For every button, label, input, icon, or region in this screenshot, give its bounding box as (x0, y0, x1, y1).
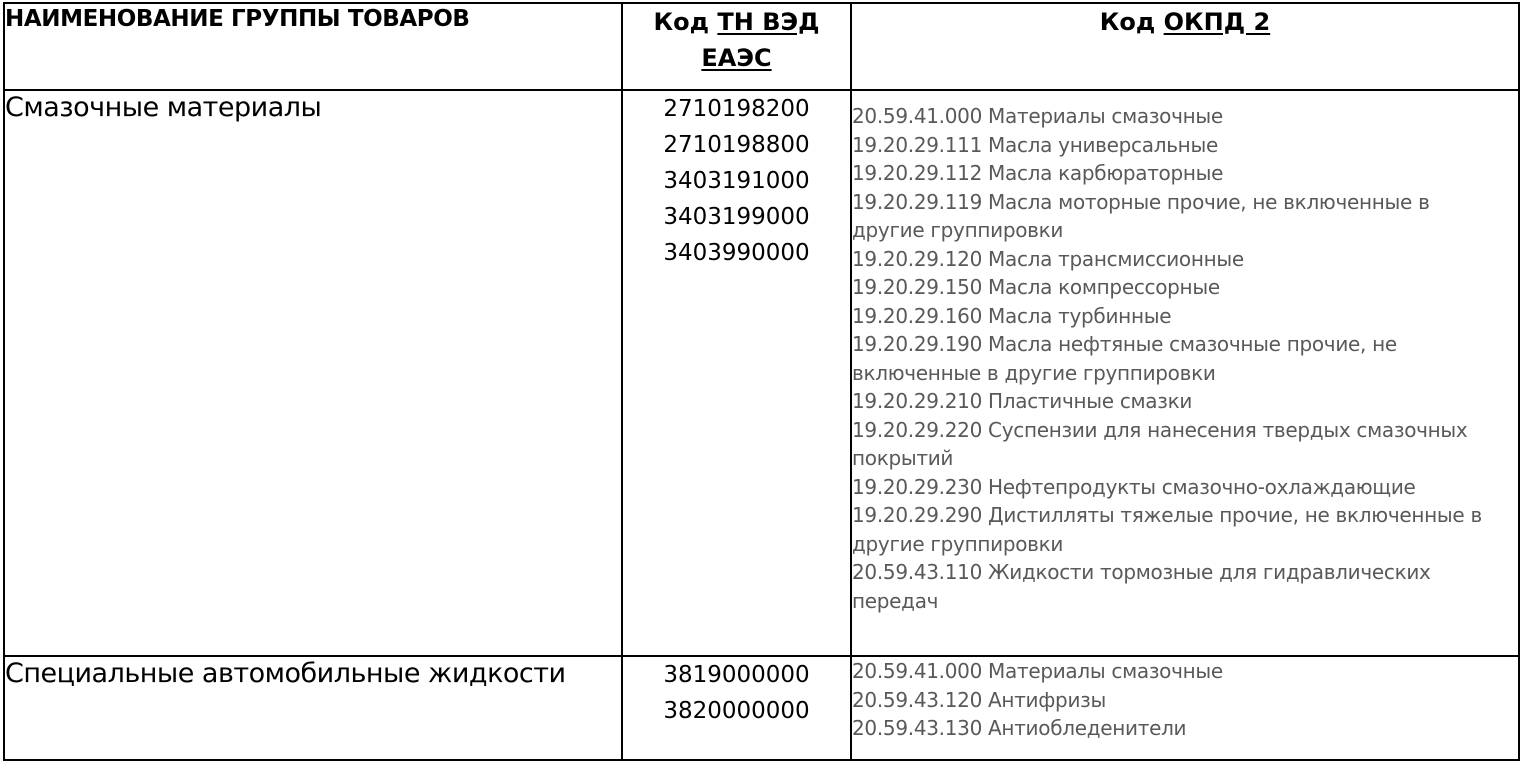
okpd-codes-cell (851, 90, 1519, 656)
okpd-entry: 20.59.41.000 Материалы смазочные (852, 104, 1223, 128)
tnved-code: 3403191000 (663, 168, 810, 194)
okpd-entry: передач (852, 588, 939, 613)
tnved-code: 2710198800 (663, 132, 810, 158)
okpd-entry: 20.59.43.110 Жидкости тормозные для гидравлических (852, 560, 1431, 584)
okpd-entry: 19.20.29.290 Дистилляты тяжелые прочие, не включенные в (852, 503, 1482, 527)
okpd-entry: покрытий (852, 446, 954, 470)
okpd-entry: 19.20.29.230 Нефтепродукты смазочно-охлаждающие (852, 474, 1416, 499)
okpd-entry: 19.20.29.112 Масла карбюраторные (852, 161, 1224, 185)
group-name-cell: Смазочные материалы (4, 90, 622, 656)
okpd-link[interactable]: ОКПД 2 (1163, 8, 1271, 36)
okpd-entry: 19.20.29.190 Масла нефтяные смазочные прочие, не (852, 332, 1397, 356)
header-okpd-code (851, 3, 1519, 90)
table-row (4, 90, 1519, 656)
tnved-code: 3403990000 (663, 240, 810, 266)
tnved-code: 2710198200 (663, 96, 810, 122)
goods-classification-table (3, 2, 1520, 761)
tnved-codes-cell (622, 656, 851, 760)
okpd-entry: 19.20.29.119 Масла моторные прочие, не включенные в (852, 189, 1430, 214)
okpd-entry: 20.59.41.000 Материалы смазочные (852, 659, 1223, 683)
okpd-entry: 19.20.29.220 Суспензии для нанесения твердых смазочных (852, 417, 1468, 442)
okpd-codes-cell (851, 656, 1519, 760)
okpd-entry: 19.20.29.210 Пластичные смазки (852, 389, 1193, 413)
okpd-entry: другие группировки (852, 531, 1064, 556)
table-row (4, 656, 1519, 760)
header-group-name: НАИМЕНОВАНИЕ ГРУППЫ ТОВАРОВ (4, 3, 622, 90)
okpd-entry: включенные в другие группировки (852, 360, 1216, 385)
okpd-entry: 19.20.29.120 Масла трансмиссионные (852, 246, 1244, 271)
tnved-link[interactable]: ТН ВЭД (717, 8, 820, 36)
header-tnved-code (622, 3, 851, 90)
okpd-entry: 19.20.29.111 Масла универсальные (852, 132, 1218, 157)
okpd-entry: другие группировки (852, 218, 1064, 242)
tnved-code: 3403199000 (663, 204, 810, 230)
eaeu-link[interactable]: ЕАЭС (701, 44, 772, 72)
header-tnved-prefix: Код (653, 8, 710, 36)
okpd-entry: 19.20.29.150 Масла компрессорные (852, 275, 1220, 299)
okpd-entry: 19.20.29.160 Масла турбинные (852, 303, 1172, 328)
group-name-cell: Специальные автомобильные жидкости (4, 656, 622, 760)
header-okpd-prefix: Код (1099, 8, 1156, 36)
tnved-code: 3819000000 (663, 662, 810, 688)
okpd-entry: 20.59.43.120 Антифризы (852, 687, 1106, 712)
tnved-code: 3820000000 (663, 698, 810, 724)
tnved-codes-cell (622, 90, 851, 656)
table-header-row (4, 3, 1519, 90)
okpd-entry: 20.59.43.130 Антиобледенители (852, 716, 1187, 740)
